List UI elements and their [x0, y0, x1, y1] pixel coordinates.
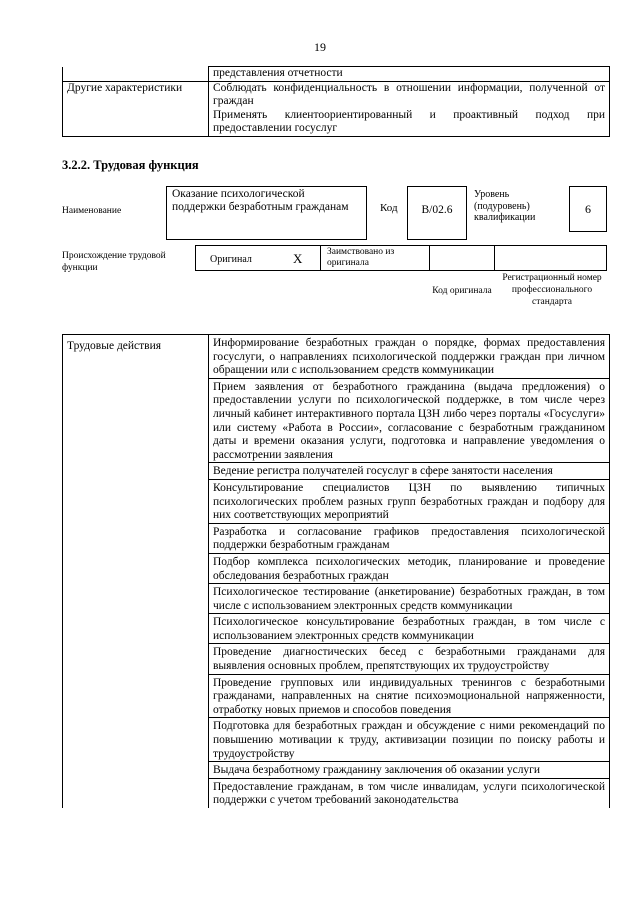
- table-row: [63, 81, 610, 136]
- table-cell: [209, 81, 610, 136]
- original-text: Оригинал: [210, 254, 252, 265]
- other-characteristics-label: Другие характеристики: [63, 81, 209, 136]
- labor-action-item: Подготовка для безработных граждан и обсуждение с ними рекомендаций по повышению мотивации к труду, активизации позиции по поиску работы и трудоустройству: [209, 718, 610, 762]
- labor-action-item: Предоставление гражданам, в том числе инвалидам, услуги психологической поддержки с учетом требований законодательства: [209, 778, 610, 808]
- level-value: 6: [569, 186, 607, 232]
- labor-actions-table: [62, 334, 610, 808]
- labor-action-item: Информирование безработных граждан о порядке, формах предоставления госуслуги, о направлениях психологической поддержки граждан при личном обращении или с использованием средств коммуникации: [209, 335, 610, 379]
- table-row: [63, 335, 610, 379]
- labor-action-item: Разработка и согласование графиков предоставления психологической поддержки безработным гражданам: [209, 523, 610, 553]
- labor-action-item: Проведение диагностических бесед с безработными гражданами для выявления основных проблем, препятствующих их трудоустройству: [209, 644, 610, 674]
- labor-action-item: Ведение регистра получателей госуслуг в сфере занятости населения: [209, 463, 610, 480]
- name-label: Наименование: [62, 206, 122, 216]
- level-label: Уровень (подуровень) квалификации: [474, 189, 536, 223]
- cell-divider: [429, 246, 430, 270]
- labor-actions-header: Трудовые действия: [63, 335, 209, 809]
- page-number: 19: [314, 40, 326, 54]
- cell-divider: [494, 246, 495, 270]
- characteristic-text: Применять клиентоориентированный и проактивный подход при предоставлении госуслуг: [213, 108, 605, 134]
- labor-action-item: Прием заявления от безработного гражданина (выдача предложения) о предоставлении услуги по психологической поддержке, в том числе через личный кабинет интерактивного портала ЦЗН либо через порталы «Госуслуги» или систему «Работа в России», согласование с безработным гражданином даты и времени оказания услуги, подготовка и направление уведомления о рассмотрении заявления: [209, 378, 610, 463]
- origin-label: Происхождение трудовой функции: [62, 251, 166, 273]
- table-row: [63, 67, 610, 82]
- cell-divider: [320, 246, 321, 270]
- code-label: Код: [380, 202, 398, 214]
- borrowed-text: Заимствовано из оригинала: [327, 247, 395, 268]
- reg-number-caption: Регистрационный номер профессионального стандарта: [502, 273, 602, 307]
- characteristics-table: [62, 66, 610, 137]
- table-cell: представления отчетности: [209, 67, 610, 82]
- labor-action-item: Подбор комплекса психологических методик, планирование и проведение обследования безработных граждан: [209, 553, 610, 583]
- labor-action-item: Консультирование специалистов ЦЗН по выявлению типичных психологических проблем разных групп безработных граждан и подбору для них соответствующих мероприятий: [209, 479, 610, 523]
- original-mark: X: [293, 251, 303, 266]
- characteristic-text: Соблюдать конфиденциальность в отношении информации, полученной от граждан: [213, 81, 605, 107]
- table-cell: [63, 67, 209, 82]
- origin-table: [195, 245, 607, 271]
- labor-action-item: Психологическое консультирование безработных граждан, в том числе с использованием электронных средств коммуникации: [209, 614, 610, 644]
- labor-action-item: Проведение групповых или индивидуальных тренингов с безработными гражданами, направленных на снятие психоэмоциональной напряженности, отработку новых приемов и способов поведения: [209, 674, 610, 718]
- labor-action-item: Выдача безработному гражданину заключения об оказании услуги: [209, 762, 610, 779]
- section-title: 3.2.2. Трудовая функция: [62, 158, 199, 172]
- labor-action-item: Психологическое тестирование (анкетирование) безработных граждан, в том числе с использованием электронных средств коммуникации: [209, 584, 610, 614]
- code-value: B/02.6: [407, 186, 467, 240]
- code-original-caption: Код оригинала: [432, 286, 492, 296]
- function-name-field: Оказание психологической поддержки безработным гражданам: [166, 186, 367, 240]
